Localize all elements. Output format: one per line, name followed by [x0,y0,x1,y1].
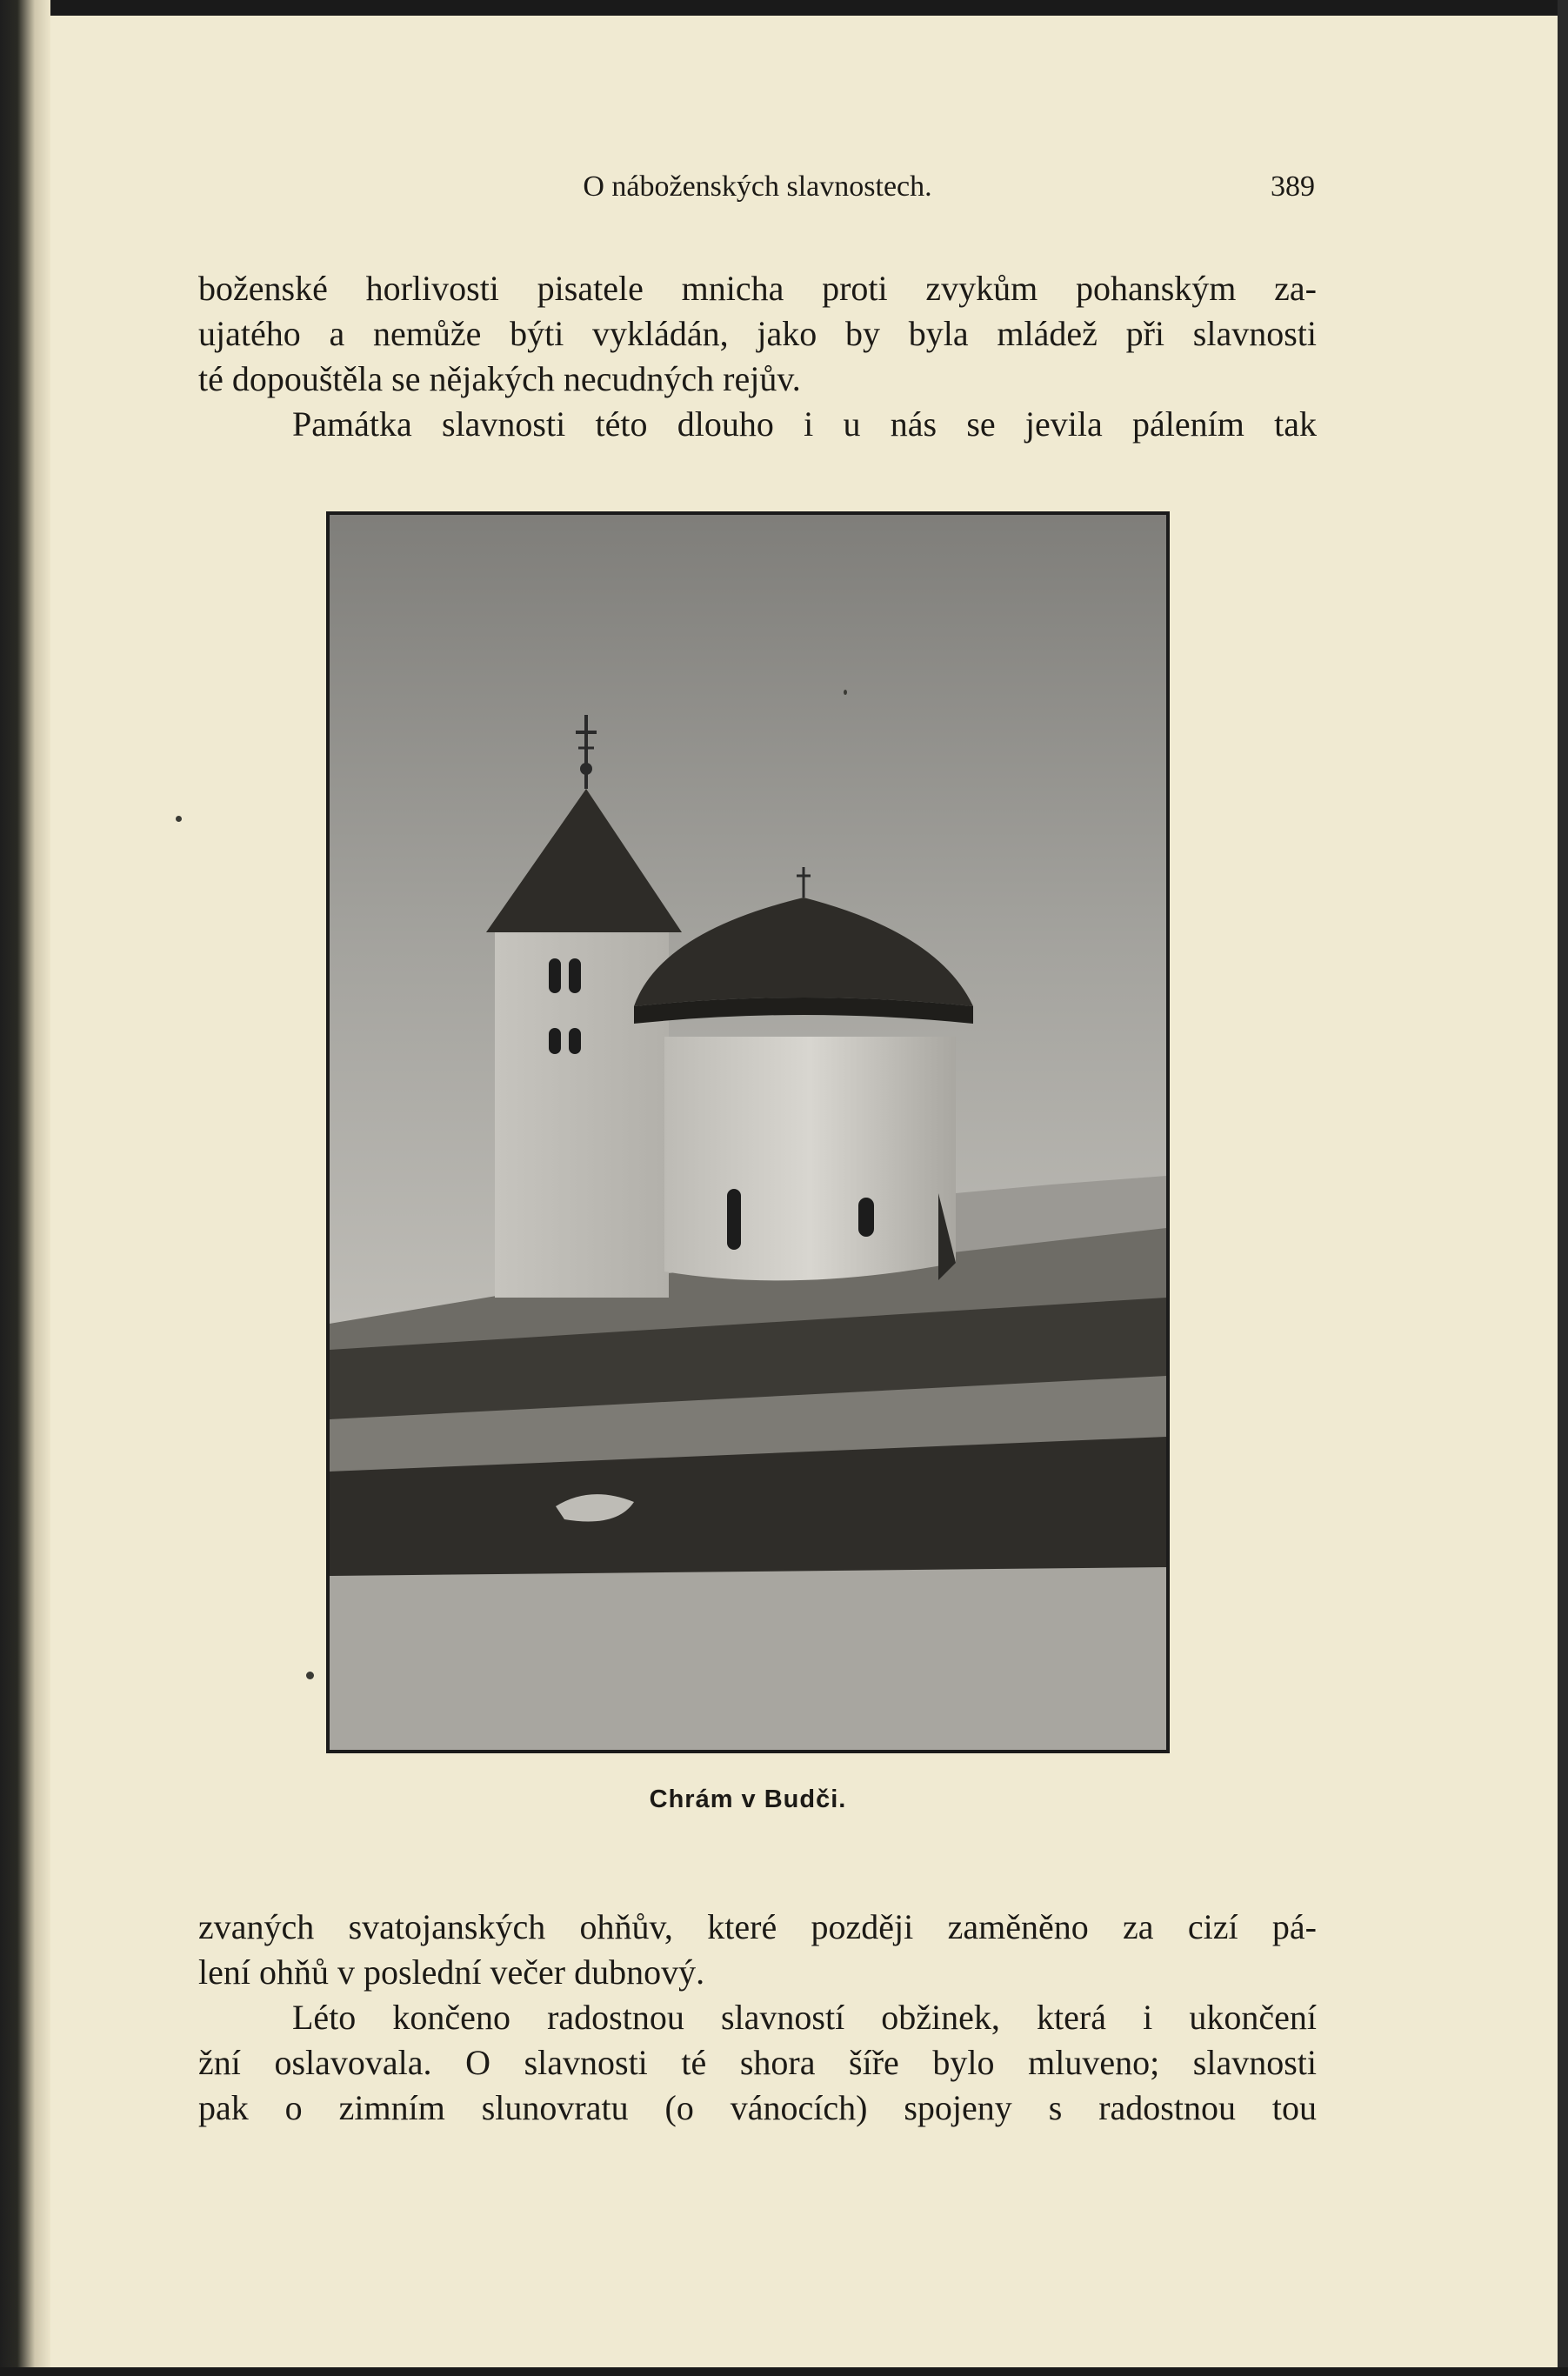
text-line: Léto končeno radostnou slavností obžinek, která i ukončení [292,1998,1317,2037]
paragraph-bottom [198,1905,1317,2131]
text-line: zvaných svatojanských ohňův, které později zaměněno za cizí pá- [198,1907,1317,1946]
page-right-edge [1558,0,1568,2376]
text-line: Památka slavnosti této dlouho i u nás se jevila pálením tak [292,404,1317,444]
text-line: pak o zimním slunovratu (o vánocích) spojeny s radostnou tou [198,2088,1317,2127]
text-line: žní oslavovala. O slavnosti té shora šíře bylo mluveno; slavnosti [198,2043,1317,2082]
running-header [200,170,1315,214]
running-header-title: O náboženských slavnostech. [583,170,932,203]
paper-speck [306,1672,314,1679]
text-line: boženské horlivosti pisatele mnicha proti zvykům pohanským za- [198,269,1317,308]
church-photograph [326,511,1170,1753]
paragraph-top [198,266,1317,447]
page-number: 389 [1271,170,1315,203]
paper-speck [844,690,847,695]
book-gutter [0,0,50,2376]
page-bottom-edge [0,2367,1568,2376]
paper-speck [176,816,182,822]
text-line: lení ohňů v poslední večer dubnový. [198,1952,705,1992]
text-line: té dopouštěla se nějakých necudných rejův. [198,359,801,398]
figure-caption: Chrám v Budči. [649,1785,847,1813]
text-line: ujatého a nemůže býti vykládán, jako by byla mládež při slavnosti [198,314,1317,353]
page-top-edge [0,0,1568,16]
